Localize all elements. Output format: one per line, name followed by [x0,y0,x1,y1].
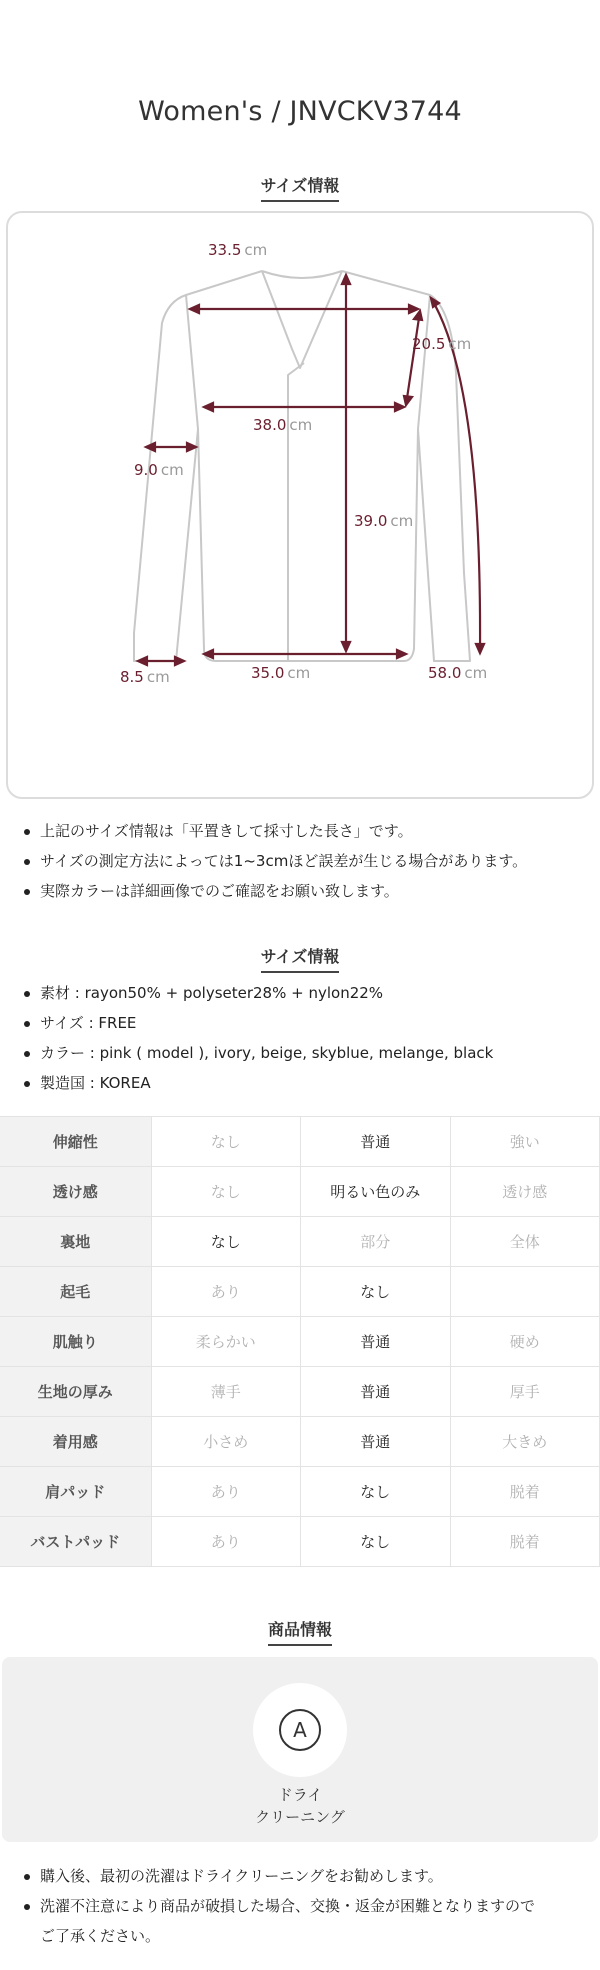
fabric-option: 全体 [450,1217,600,1267]
fabric-option: なし [301,1517,451,1567]
fabric-option: 薄手 [151,1367,301,1417]
fabric-row [0,1517,600,1567]
care-note-continued: ご了承ください。 [40,1927,161,1945]
cuff-unit: cm [146,668,170,686]
fabric-option: なし [151,1167,301,1217]
fabric-option: 硬め [450,1317,600,1367]
fabric-row-label: バストパッド [0,1517,151,1567]
hem-unit: cm [287,664,311,682]
size-diagram [6,211,594,799]
fabric-option: 明るい色のみ [301,1167,451,1217]
product-info-heading-text: 商品情報 [268,1617,332,1646]
sleeve-length-value: 58.0 [428,664,462,682]
fabric-row-label: 伸縮性 [0,1117,151,1167]
shoulder-label [208,241,267,259]
shoulder-value: 33.5 [208,241,242,259]
sleeve-length-label [428,664,487,682]
fabric-row [0,1417,600,1467]
hem-label [251,664,310,682]
size-note: 実際カラーは詳細画像でのご確認をお願い致します。 [20,876,590,906]
fabric-row [0,1367,600,1417]
fabric-option [450,1267,600,1317]
size-notes [20,816,590,906]
armhole-value: 20.5 [412,335,446,353]
size-info-heading [0,173,600,202]
bust-value: 38.0 [253,416,287,434]
cuff-label [120,668,170,686]
fabric-option: なし [301,1467,451,1517]
color-item: カラー : pink ( model ), ivory, beige, skyblue, melange, black [20,1038,590,1068]
care-label-line2: クリーニング [255,1808,345,1826]
fabric-option: 普通 [301,1417,451,1467]
sleeve-width-unit: cm [160,461,184,479]
sleeve-width-value: 9.0 [134,461,158,479]
fabric-option: 脱着 [450,1467,600,1517]
size-item: サイズ : FREE [20,1008,590,1038]
fabric-option: 普通 [301,1317,451,1367]
fabric-row [0,1467,600,1517]
fabric-option: なし [301,1267,451,1317]
shoulder-unit: cm [244,241,268,259]
fabric-option: 強い [450,1117,600,1167]
length-label [354,512,413,530]
fabric-row-label: 肩パッド [0,1467,151,1517]
dry-clean-icon: A [279,1709,321,1751]
fabric-row-label: 裏地 [0,1217,151,1267]
garment-outline [134,271,470,661]
length-value: 39.0 [354,512,388,530]
fabric-row-label: 肌触り [0,1317,151,1367]
fabric-row-label: 起毛 [0,1267,151,1317]
fabric-option: 部分 [301,1217,451,1267]
cuff-value: 8.5 [120,668,144,686]
care-label [2,1784,598,1828]
fabric-option: なし [151,1117,301,1167]
fabric-properties-table [0,1116,600,1567]
fabric-option: あり [151,1517,301,1567]
fabric-row [0,1317,600,1367]
fabric-row [0,1117,600,1167]
origin-item: 製造国 : KOREA [20,1068,590,1098]
material-heading [0,944,600,973]
sleeve-width-label [134,461,184,479]
fabric-option: あり [151,1267,301,1317]
fabric-option: あり [151,1467,301,1517]
cardigan-illustration [8,213,596,801]
armhole-unit: cm [448,335,472,353]
material-heading-text: サイズ情報 [261,944,340,973]
fabric-option: 大きめ [450,1417,600,1467]
care-note: 購入後、最初の洗濯はドライクリーニングをお勧めします。 [20,1861,590,1891]
care-label-line1: ドライ [277,1786,323,1804]
fabric-row [0,1267,600,1317]
material-item: 素材 : rayon50% + polyseter28% + nylon22% [20,978,590,1008]
fabric-option: 普通 [301,1367,451,1417]
fabric-option: 厚手 [450,1367,600,1417]
material-list [20,978,590,1098]
care-note: 洗濯不注意により商品が破損した場合、交換・返金が困難となりますので [20,1891,590,1921]
fabric-option: なし [151,1217,301,1267]
fabric-row [0,1217,600,1267]
armhole-label [412,335,471,353]
page-title: Women's / JNVCKV3744 [138,96,462,127]
size-note: 上記のサイズ情報は「平置きして採寸した長さ」です。 [20,816,590,846]
fabric-row-label: 生地の厚み [0,1367,151,1417]
size-info-heading-text: サイズ情報 [261,173,340,202]
care-icon-circle [253,1683,347,1777]
fabric-option: 脱着 [450,1517,600,1567]
product-info-heading [0,1617,600,1646]
fabric-option: 柔らかい [151,1317,301,1367]
sleeve-length-unit: cm [464,664,488,682]
care-notes [20,1861,590,1951]
fabric-row [0,1167,600,1217]
bust-unit: cm [289,416,313,434]
length-unit: cm [390,512,414,530]
hem-value: 35.0 [251,664,285,682]
care-instructions-box [2,1657,598,1842]
size-note: サイズの測定方法によっては1~3cmほど誤差が生じる場合があります。 [20,846,590,876]
fabric-option: 透け感 [450,1167,600,1217]
armhole-line [406,311,420,405]
fabric-option: 小さめ [151,1417,301,1467]
fabric-option: 普通 [301,1117,451,1167]
bust-label [253,416,312,434]
fabric-row-label: 着用感 [0,1417,151,1467]
fabric-row-label: 透け感 [0,1167,151,1217]
